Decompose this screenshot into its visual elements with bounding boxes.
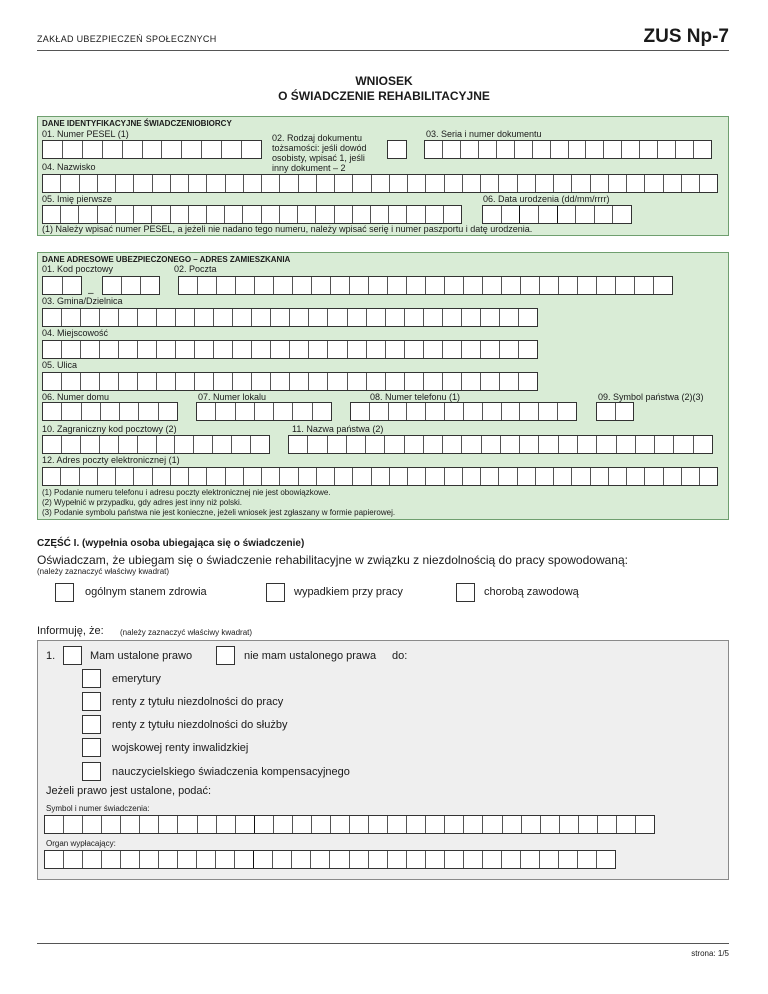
birth-date-label: 06. Data urodzenia (dd/mm/rrrr) (483, 194, 610, 204)
benefit-work-disability-label: renty z tytułu niezdolności do pracy (112, 696, 284, 708)
page-number: strona: 1/5 (691, 949, 729, 958)
country-symbol-label: 09. Symbol państwa (2)(3) (598, 392, 704, 402)
benefit-service-disability-checkbox[interactable] (82, 715, 101, 734)
postal-code-dash: – (88, 288, 94, 299)
benefit-pension-label: emerytury (112, 673, 161, 685)
locality-label: 04. Miejscowość (42, 328, 109, 338)
right-established-label: Mam ustalone prawo (90, 650, 193, 662)
first-name-field[interactable] (42, 205, 462, 224)
surname-field[interactable] (42, 174, 718, 193)
post-office-field[interactable] (178, 276, 673, 295)
identity-footnote: (1) Należy wpisać numer PESEL, a jeżeli nie nadano tego numeru, należy wpisać serię i numer paszportu i datę urodzenia. (42, 224, 533, 234)
post-office-label: 02. Poczta (174, 264, 217, 274)
title-line-1: WNIOSEK (355, 74, 413, 88)
first-name-label: 05. Imię pierwsze (42, 194, 113, 204)
inform-hint: (należy zaznaczyć właściwy kwadrat) (120, 628, 253, 637)
item-number: 1. (46, 650, 56, 662)
benefit-pension-checkbox[interactable] (82, 669, 101, 688)
cause-work-accident-label: wypadkiem przy pracy (294, 586, 403, 598)
foreign-postal-label: 10. Zagraniczny kod pocztowy (2) (42, 424, 177, 434)
phone-label: 08. Numer telefonu (1) (370, 392, 461, 402)
benefit-work-disability-checkbox[interactable] (82, 692, 101, 711)
cause-occupational-disease-label: chorobą zawodową (484, 586, 579, 598)
country-name-field[interactable] (288, 435, 713, 454)
benefit-service-disability-label: renty z tytułu niezdolności do służby (112, 719, 288, 731)
symbol-number-field[interactable] (44, 815, 655, 834)
country-name-label: 11. Nazwa państwa (2) (292, 424, 384, 434)
right-established-checkbox[interactable] (63, 646, 82, 665)
phone-field[interactable] (350, 402, 577, 421)
part1-statement: Oświadczam, że ubiegam się o świadczenie rehabilitacyjne w związku z niezdolnością do pracy spowodowaną: (37, 553, 628, 567)
paying-body-label: Organ wypłacający: (46, 839, 116, 848)
doc-series-field[interactable] (424, 140, 712, 159)
if-established-label: Jeżeli prawo jest ustalone, podać: (46, 785, 212, 797)
header-divider (37, 50, 729, 51)
identity-heading: DANE IDENTYFIKACYJNE ŚWIADCZENIOBIORCY (42, 119, 232, 128)
locality-field[interactable] (42, 340, 538, 359)
right-not-established-label: nie mam ustalonego prawa (244, 650, 377, 662)
email-label: 12. Adres poczty elektronicznej (1) (42, 455, 180, 465)
flat-no-field[interactable] (196, 402, 332, 421)
municipality-field[interactable] (42, 308, 538, 327)
foreign-postal-field[interactable] (42, 435, 270, 454)
house-no-field[interactable] (42, 402, 178, 421)
cause-general-health-checkbox[interactable] (55, 583, 74, 602)
address-heading: DANE ADRESOWE UBEZPIECZONEGO – ADRES ZAMIESZKANIA (42, 255, 291, 264)
institution-name: ZAKŁAD UBEZPIECZEŃ SPOŁECZNYCH (37, 34, 217, 44)
benefit-military-pension-checkbox[interactable] (82, 738, 101, 757)
benefit-teacher-compensation-label: nauczycielskiego świadczenia kompensacyjnego (112, 766, 350, 778)
footer-divider (37, 943, 729, 944)
street-label: 05. Ulica (42, 360, 78, 370)
benefit-teacher-compensation-checkbox[interactable] (82, 762, 101, 781)
postal-code-part2[interactable] (102, 276, 160, 295)
cause-work-accident-checkbox[interactable] (266, 583, 285, 602)
part1-hint: (należy zaznaczyć właściwy kwadrat) (37, 567, 170, 576)
pesel-field[interactable] (42, 140, 262, 159)
house-no-label: 06. Numer domu (42, 392, 110, 402)
postal-code-label: 01. Kod pocztowy (42, 264, 114, 274)
benefit-military-pension-label: wojskowej renty inwalidzkiej (112, 742, 249, 754)
surname-label: 04. Nazwisko (42, 162, 96, 172)
inform-label: Informuję, że: (37, 625, 104, 637)
flat-no-label: 07. Numer lokalu (198, 392, 267, 402)
part1-heading: CZĘŚĆ I. (wypełnia osoba ubiegająca się o świadczenie) (37, 538, 305, 549)
birth-date-field[interactable] (482, 205, 632, 224)
postal-code-part1[interactable] (42, 276, 82, 295)
to-label: do: (392, 650, 408, 662)
paying-body-field[interactable] (44, 850, 616, 869)
address-notes: (1) Podanie numeru telefonu i adresu poczty elektronicznej nie jest obowiązkowe. (2) Wypełnić w przypadku, gdy adres jest inny niż polski. (3) Podanie symbolu państwa nie jest konieczne, jeżeli wniosek jest zgłaszany w formie papierowej. (42, 488, 396, 517)
country-symbol-field[interactable] (596, 402, 634, 421)
cause-general-health-label: ogólnym stanem zdrowia (85, 586, 207, 598)
street-field[interactable] (42, 372, 538, 391)
doc-series-label: 03. Seria i numer dokumentu (426, 129, 542, 139)
doc-type-label: 02. Rodzaj dokumentu tożsamości: jeśli dowód osobisty, wpisać 1, jeśli inny dokument – 2 (272, 133, 367, 173)
form-code: ZUS Np-7 (643, 26, 729, 47)
pesel-label: 01. Numer PESEL (1) (42, 129, 129, 139)
symbol-number-label: Symbol i numer świadczenia: (46, 804, 150, 813)
email-field[interactable] (42, 467, 718, 486)
title-line-2: O ŚWIADCZENIE REHABILITACYJNE (278, 89, 490, 103)
municipality-label: 03. Gmina/Dzielnica (42, 296, 123, 306)
doc-type-field[interactable] (387, 140, 407, 159)
cause-occupational-disease-checkbox[interactable] (456, 583, 475, 602)
right-not-established-checkbox[interactable] (216, 646, 235, 665)
